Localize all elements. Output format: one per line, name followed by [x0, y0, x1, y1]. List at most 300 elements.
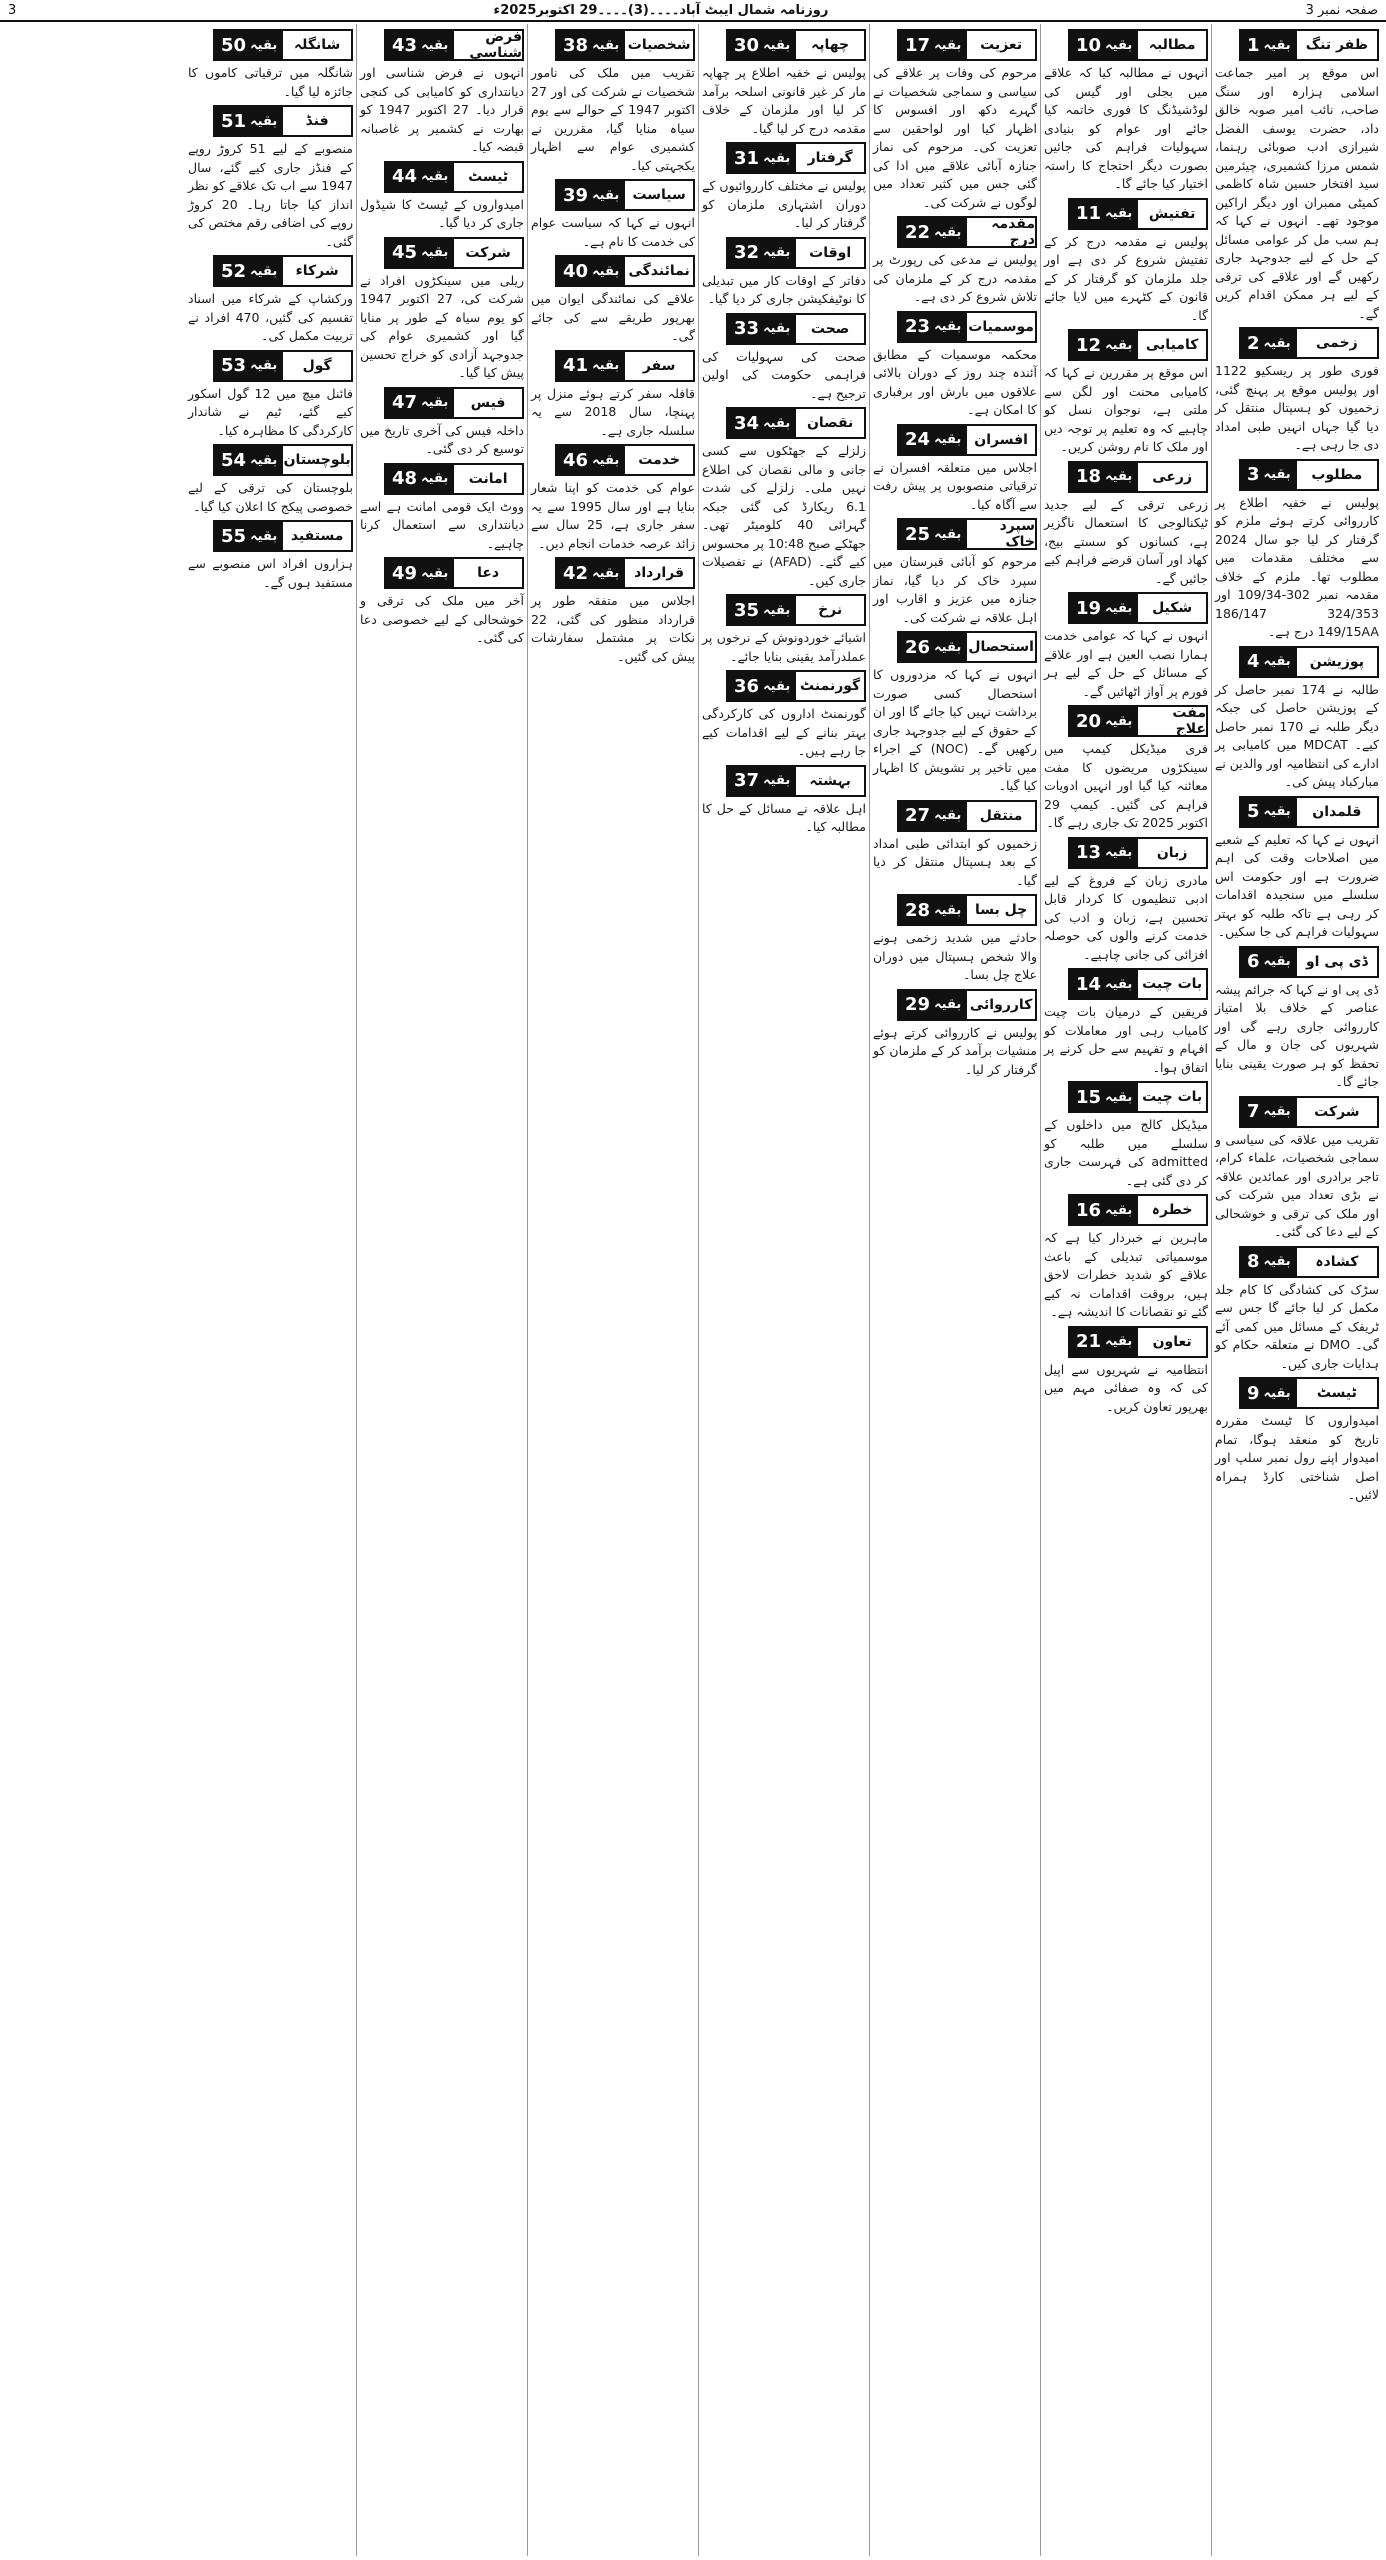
- baqiya-prefix: بقیہ: [763, 602, 791, 618]
- news-block-34: [702, 407, 866, 590]
- baqiya-keyword: مطلوب: [1297, 461, 1377, 489]
- news-block-49: [360, 557, 524, 648]
- baqiya-prefix: بقیہ: [421, 565, 449, 581]
- baqiya-prefix: بقیہ: [592, 565, 620, 581]
- baqiya-label: [726, 142, 866, 174]
- article-text: انہوں نے فرض شناسی اور دیانتداری کو کامیابی کی کنجی قرار دیا۔ 27 اکتوبر 1947 کو بھارت نے کشمیر پر غاصبانہ قبضہ کیا۔: [360, 65, 525, 154]
- article-text: پولیس نے مقدمہ درج کر کے تفتیش شروع کر دی ہے اور جلد ملزمان کو گرفتار کر کے قانون کے کٹہرے میں لایا جائے گا۔: [1044, 233, 1208, 323]
- baqiya-label: [213, 29, 353, 61]
- baqiya-label: [1068, 29, 1208, 61]
- article-text: آخر میں ملک کی ترقی و خوشحالی کے لیے خصوصی دعا کی گئی۔: [360, 593, 524, 645]
- article-text: انہوں نے کہا کہ تعلیم کے شعبے میں اصلاحات وقت کی اہم ضرورت ہے اور حکومت اس سلسلے میں سنجیدہ اقدامات کر رہی ہے تاکہ طلبہ کو بہتر سہولیات فراہم کی جا سکیں۔: [1215, 831, 1379, 939]
- baqiya-number-box: [899, 31, 967, 59]
- news-block-43: [360, 29, 524, 157]
- baqiya-number: 13: [1076, 842, 1102, 863]
- baqiya-prefix: بقیہ: [421, 395, 449, 410]
- article-text: اہل علاقہ نے مسائل کے حل کا مطالبہ کیا۔: [702, 800, 866, 834]
- news-block-18: [1044, 461, 1208, 589]
- baqiya-prefix: بقیہ: [1105, 845, 1133, 860]
- baqiya-number: 28: [905, 899, 931, 921]
- baqiya-keyword: اوقات: [796, 239, 864, 267]
- baqiya-label: [726, 313, 866, 345]
- baqiya-prefix: بقیہ: [763, 321, 791, 336]
- news-block-45: [360, 237, 524, 383]
- baqiya-number: 54: [221, 449, 247, 471]
- news-block-41: [531, 350, 695, 441]
- baqiya-label: [1068, 705, 1208, 737]
- baqiya-number: 35: [734, 599, 760, 621]
- baqiya-number: 32: [734, 242, 760, 263]
- baqiya-label: [1239, 1246, 1379, 1278]
- baqiya-number-box: [386, 163, 454, 191]
- baqiya-number: 8: [1247, 1251, 1260, 1272]
- baqiya-label: [1239, 1377, 1379, 1409]
- baqiya-keyword: منتقل: [967, 802, 1035, 830]
- article-text: امیدواروں کا ٹیسٹ مقررہ تاریخ کو منعقد ہوگا، تمام امیدوار اپنے رول نمبر سلپ اور اصل شناختی کارڈ ہمراہ لائیں۔: [1215, 1413, 1379, 1502]
- baqiya-prefix: بقیہ: [421, 245, 449, 260]
- baqiya-label: [213, 105, 353, 137]
- news-block-36: [702, 670, 866, 761]
- baqiya-keyword: کامیابی: [1138, 331, 1206, 359]
- baqiya-prefix: بقیہ: [1105, 37, 1133, 53]
- news-block-3: [1215, 459, 1379, 642]
- baqiya-prefix: بقیہ: [1105, 337, 1133, 353]
- baqiya-label: [213, 255, 353, 287]
- baqiya-prefix: بقیہ: [1263, 1385, 1291, 1401]
- page-header: [0, 0, 1386, 22]
- baqiya-label: [897, 631, 1037, 663]
- baqiya-number: 2: [1247, 332, 1260, 354]
- baqiya-number-box: [557, 181, 625, 209]
- news-block-54: [188, 444, 353, 516]
- news-block-19: [1044, 592, 1208, 701]
- baqiya-number-box: [1241, 31, 1297, 59]
- news-block-24: [873, 424, 1037, 515]
- baqiya-number: 4: [1247, 651, 1260, 672]
- baqiya-keyword: شرکاء: [283, 257, 351, 285]
- news-block-10: [1044, 29, 1208, 194]
- baqiya-label: [1239, 646, 1379, 678]
- baqiya-number: 22: [905, 221, 931, 243]
- baqiya-number-box: [899, 633, 967, 661]
- news-block-52: [188, 255, 353, 346]
- baqiya-label: [1068, 592, 1208, 624]
- article-text: پولیس نے کارروائی کرتے ہوئے منشیات برآمد کر کے ملزمان کو گرفتار کر لیا۔: [873, 1024, 1037, 1077]
- baqiya-number: 11: [1076, 203, 1102, 224]
- news-block-51: [188, 105, 353, 251]
- baqiya-number: 41: [563, 355, 589, 376]
- baqiya-number: 29: [905, 994, 931, 1015]
- baqiya-prefix: بقیہ: [250, 528, 278, 544]
- baqiya-label: [213, 350, 353, 382]
- baqiya-number-box: [215, 352, 283, 380]
- baqiya-keyword: امانت: [454, 465, 522, 493]
- baqiya-number: 42: [563, 562, 589, 584]
- baqiya-keyword: صحت: [796, 315, 864, 343]
- baqiya-keyword: گرفتار: [796, 144, 864, 172]
- baqiya-number-box: [1241, 461, 1297, 489]
- baqiya-number-box: [1241, 1248, 1297, 1276]
- baqiya-keyword: کارروائی: [967, 991, 1035, 1019]
- baqiya-keyword: مستفید: [283, 522, 351, 550]
- article-text: قافلہ سفر کرتے ہوئے منزل پر پہنچا، سال 2018 سے یہ سلسلہ جاری ہے۔: [531, 385, 695, 438]
- baqiya-label: [1068, 329, 1208, 361]
- news-block-31: [702, 142, 866, 233]
- news-block-32: [702, 237, 866, 309]
- baqiya-keyword: فرض شناسی: [454, 31, 522, 59]
- baqiya-label: [726, 29, 866, 61]
- baqiya-label: [1068, 1326, 1208, 1358]
- baqiya-keyword: چھاپہ: [796, 31, 864, 59]
- column-6: [356, 24, 527, 2556]
- baqiya-number-box: [386, 465, 454, 493]
- baqiya-label: [555, 29, 695, 61]
- baqiya-prefix: بقیہ: [1105, 600, 1133, 616]
- article-text: انہوں نے کہا کہ سیاست عوام کی خدمت کا نام ہے۔: [531, 215, 695, 249]
- baqiya-prefix: بقیہ: [1105, 1334, 1133, 1349]
- baqiya-keyword: فیس: [454, 389, 522, 417]
- baqiya-keyword: قرارداد: [625, 559, 693, 587]
- baqiya-number: 43: [392, 34, 418, 56]
- baqiya-label: [1068, 1081, 1208, 1113]
- baqiya-number-box: [215, 446, 283, 474]
- baqiya-number: 6: [1247, 951, 1260, 972]
- baqiya-label: [1068, 968, 1208, 1000]
- baqiya-prefix: بقیہ: [250, 113, 278, 129]
- news-block-37: [702, 765, 866, 837]
- news-block-4: [1215, 646, 1379, 792]
- column-7: [185, 24, 356, 2556]
- baqiya-number: 36: [734, 675, 760, 697]
- baqiya-number: 20: [1076, 710, 1102, 732]
- baqiya-label: [1239, 796, 1379, 828]
- article-text: مرحوم کی وفات پر علاقے کی سیاسی و سماجی شخصیات نے گہرے دکھ اور افسوس کا اظہار کیا اور لواحقین سے تعزیت کی۔ مرحوم کی نماز جنازہ آبائی علاقے میں ادا کی گئی جس میں کثیر تعداد میں لوگوں نے شرکت کی۔: [873, 65, 1037, 210]
- baqiya-number-box: [386, 559, 454, 587]
- baqiya-prefix: بقیہ: [763, 415, 791, 431]
- news-block-14: [1044, 968, 1208, 1077]
- news-block-46: [531, 444, 695, 553]
- baqiya-keyword: سیاست: [625, 181, 693, 209]
- baqiya-number: 38: [563, 34, 589, 56]
- article-text: پولیس نے خفیہ اطلاع پر چھاپہ مار کر غیر قانونی اسلحہ برآمد کر لیا اور ملزمان کے خلاف مقدمہ درج کر لیا گیا۔: [702, 65, 866, 136]
- news-block-44: [360, 161, 524, 233]
- news-block-12: [1044, 329, 1208, 457]
- article-text: عوام کی خدمت کو اپنا شعار بنایا ہے اور سال 1995 سے یہ سفر جاری ہے، 25 سال سے زائد عرصہ خدمات انجام دیں۔: [531, 480, 696, 551]
- news-block-17: [873, 29, 1037, 212]
- baqiya-keyword: خدمت: [625, 446, 693, 474]
- baqiya-prefix: بقیہ: [1105, 469, 1133, 484]
- baqiya-number: 26: [905, 636, 931, 658]
- baqiya-number-box: [899, 426, 967, 454]
- baqiya-label: [555, 179, 695, 211]
- baqiya-prefix: بقیہ: [1263, 37, 1291, 53]
- baqiya-label: [384, 161, 524, 193]
- baqiya-number-box: [1241, 648, 1297, 676]
- baqiya-number-box: [1070, 463, 1138, 491]
- article-text: فائنل میچ میں 12 گول اسکور کیے گئے، ٹیم نے شاندار کارکردگی کا مظاہرہ کیا۔: [188, 385, 353, 438]
- baqiya-keyword: شرکت: [454, 239, 522, 267]
- article-text: انہوں نے مطالبہ کیا کہ علاقے میں بجلی اور گیس کی لوڈشیڈنگ کا فوری خاتمہ کیا جائے اور عوام کو بنیادی سہولیات فراہم کی جائیں بصورت دیگر احتجاج کا راستہ اختیار کیا جائے گا۔: [1044, 65, 1208, 191]
- article-text: اجلاس میں متعلقہ افسران نے ترقیاتی منصوبوں پر پیش رفت سے آگاہ کیا۔: [873, 459, 1037, 512]
- baqiya-number-box: [728, 409, 796, 437]
- baqiya-number: 27: [905, 805, 931, 826]
- baqiya-label: [384, 237, 524, 269]
- baqiya-keyword: زبان: [1138, 839, 1206, 867]
- column-2: [1040, 24, 1211, 2556]
- baqiya-number-box: [215, 31, 283, 59]
- baqiya-keyword: زرعی: [1138, 463, 1206, 491]
- baqiya-number-box: [215, 107, 283, 135]
- baqiya-keyword: دعا: [454, 559, 522, 587]
- baqiya-number: 9: [1247, 1382, 1260, 1404]
- baqiya-label: [1068, 1194, 1208, 1226]
- baqiya-number-box: [215, 257, 283, 285]
- article-text: ورکشاپ کے شرکاء میں اسناد تقسیم کی گئیں، 470 افراد نے تربیت مکمل کی۔: [188, 291, 353, 343]
- article-text: تقریب میں علاقہ کی سیاسی و سماجی شخصیات، علماء کرام، تاجر برادری اور عمائدین علاقہ نے بڑی تعداد میں شرکت کی اور ملک کی ترقی و خوشحالی کے لیے دعا کی گئی۔: [1215, 1131, 1379, 1239]
- baqiya-number-box: [899, 218, 967, 246]
- baqiya-label: [1068, 837, 1208, 869]
- news-block-2: [1215, 327, 1379, 455]
- baqiya-number: 3: [1247, 464, 1260, 485]
- baqiya-keyword: نمائندگی: [625, 257, 693, 285]
- news-block-20: [1044, 705, 1208, 833]
- baqiya-prefix: بقیہ: [763, 37, 791, 53]
- baqiya-number: 31: [734, 147, 760, 169]
- news-block-1: [1215, 29, 1379, 323]
- baqiya-label: [897, 518, 1037, 550]
- news-block-30: [702, 29, 866, 138]
- news-block-23: [873, 311, 1037, 420]
- baqiya-prefix: بقیہ: [1105, 1202, 1133, 1218]
- baqiya-prefix: بقیہ: [1105, 206, 1133, 221]
- baqiya-keyword: گورنمنٹ: [796, 672, 864, 700]
- baqiya-label: [1239, 1096, 1379, 1128]
- baqiya-number-box: [1241, 1379, 1297, 1407]
- baqiya-number-box: [899, 802, 967, 830]
- baqiya-keyword: استحصال: [967, 633, 1035, 661]
- news-block-40: [531, 255, 695, 346]
- article-text: ماہرین نے خبردار کیا ہے کہ موسمیاتی تبدیلی کے باعث علاقے کو شدید خطرات لاحق ہیں، بروقت اقدامات نہ کیے گئے تو نقصانات کا اندیشہ ہے۔: [1044, 1230, 1208, 1319]
- baqiya-label: [897, 989, 1037, 1021]
- article-text: اجلاس میں متفقہ طور پر قرارداد منظور کی گئی، 22 نکات پر مشتمل سفارشات پیش کی گئیں۔: [531, 593, 695, 664]
- baqiya-number-box: [899, 991, 967, 1019]
- baqiya-keyword: بہشتہ: [796, 767, 864, 795]
- article-text: زرعی ترقی کے لیے جدید ٹیکنالوجی کا استعمال ناگزیر ہے، کسانوں کو سستے بیج، کھاد اور آسان قرضے فراہم کیے جائیں گے۔: [1044, 496, 1208, 586]
- baqiya-prefix: بقیہ: [763, 773, 791, 788]
- article-text: میڈیکل کالج میں داخلوں کے سلسلے میں طلبہ کو admitted کی فہرست جاری کر دی گئی ہے۔: [1044, 1117, 1208, 1188]
- baqiya-number-box: [1241, 798, 1297, 826]
- baqiya-keyword: مطالبہ: [1138, 31, 1206, 59]
- article-text: صحت کی سہولیات کی فراہمی حکومت کی اولین ترجیح ہے۔: [702, 348, 866, 401]
- baqiya-number-box: [1241, 1098, 1297, 1126]
- baqiya-label: [726, 594, 866, 626]
- baqiya-number: 1: [1247, 34, 1260, 56]
- news-block-22: [873, 216, 1037, 307]
- baqiya-prefix: بقیہ: [592, 358, 620, 373]
- baqiya-number-box: [1070, 200, 1138, 228]
- news-block-6: [1215, 946, 1379, 1092]
- baqiya-label: [384, 387, 524, 419]
- news-block-27: [873, 800, 1037, 891]
- news-block-9: [1215, 1377, 1379, 1505]
- baqiya-number-box: [386, 239, 454, 267]
- baqiya-prefix: بقیہ: [592, 187, 620, 203]
- article-text: مرحوم کو آبائی قبرستان میں سپرد خاک کر دیا گیا، نماز جنازہ میں عزیز و اقارب اور اہل علاقہ نے شرکت کی۔: [873, 554, 1037, 625]
- baqiya-number: 12: [1076, 334, 1102, 356]
- article-text: سڑک کی کشادگی کا کام جلد مکمل کر لیا جائے گا جس سے ٹریفک کے مسائل میں کمی آئے گی۔ DMO نے متعلقہ حکام کو ہدایات جاری کیں۔: [1215, 1281, 1379, 1371]
- article-text: تقریب میں ملک کی نامور شخصیات نے شرکت کی اور 27 اکتوبر 1947 کے حوالے سے یوم سیاہ منایا گیا، مقررین نے کشمیری عوام سے اظہار یکجہتی کیا۔: [531, 65, 695, 173]
- baqiya-number-box: [386, 31, 454, 59]
- baqiya-label: [897, 216, 1037, 248]
- baqiya-number-box: [728, 767, 796, 795]
- baqiya-keyword: بلوچستان: [283, 446, 351, 474]
- news-block-15: [1044, 1081, 1208, 1190]
- baqiya-prefix: بقیہ: [1263, 804, 1291, 819]
- baqiya-prefix: بقیہ: [763, 245, 791, 260]
- news-block-47: [360, 387, 524, 459]
- article-text: منصوبے کے لیے 51 کروڑ روپے کے فنڈز جاری کیے گئے، سال 1947 سے اب تک علاقے کو نظر انداز کیا جاتا رہا۔ 20 کروڑ روپے کی اضافی رقم مختص کی گئی۔: [188, 141, 354, 249]
- baqiya-prefix: بقیہ: [934, 639, 962, 655]
- baqiya-prefix: بقیہ: [934, 526, 962, 542]
- baqiya-keyword: شکیل: [1138, 594, 1206, 622]
- baqiya-number: 53: [221, 355, 247, 376]
- baqiya-number-box: [1070, 1196, 1138, 1224]
- baqiya-number: 52: [221, 260, 247, 282]
- article-text: انتظامیہ نے شہریوں سے اپیل کی کہ وہ صفائی مہم میں بھرپور تعاون کریں۔: [1044, 1361, 1208, 1414]
- baqiya-label: [555, 444, 695, 476]
- baqiya-number: 51: [221, 110, 247, 132]
- article-text: گورنمنٹ اداروں کی کارکردگی بہتر بنانے کے لیے اقدامات کیے جا رہے ہیں۔: [702, 706, 866, 758]
- baqiya-number: 30: [734, 34, 760, 56]
- article-text: فوری طور پر ریسکیو 1122 اور پولیس موقع پر پہنچ گئی، زخمیوں کو ہسپتال منتقل کر دیا گیا جہاں انہیں طبی امداد دی جا رہی ہے۔: [1215, 363, 1379, 452]
- baqiya-number: 44: [392, 166, 418, 187]
- baqiya-number-box: [386, 389, 454, 417]
- baqiya-keyword: فنڈ: [283, 107, 351, 135]
- baqiya-number-box: [728, 315, 796, 343]
- news-block-5: [1215, 796, 1379, 942]
- baqiya-number: 14: [1076, 973, 1102, 995]
- baqiya-label: [726, 765, 866, 797]
- baqiya-number-box: [1070, 1083, 1138, 1111]
- baqiya-prefix: بقیہ: [1263, 654, 1291, 669]
- article-text: زلزلے کے جھٹکوں سے کسی جانی و مالی نقصان کی اطلاع نہیں ملی۔ زلزلے کی شدت 6.1 ریکارڈ کی گئی جبکہ گہرائی 40 کلومیٹر تھی۔ جھٹکے صبح 10:48 پر محسوس کیے گئے۔ (AFAD) نے تفصیلات جاری کیں۔: [702, 443, 866, 588]
- baqiya-number: 18: [1076, 466, 1102, 487]
- baqiya-keyword: نرخ: [796, 596, 864, 624]
- baqiya-prefix: بقیہ: [1263, 1254, 1291, 1269]
- baqiya-keyword: شرکت: [1297, 1098, 1377, 1126]
- baqiya-prefix: بقیہ: [592, 37, 620, 53]
- baqiya-label: [555, 350, 695, 382]
- news-block-16: [1044, 1194, 1208, 1322]
- baqiya-label: [1068, 461, 1208, 493]
- baqiya-number: 50: [221, 34, 247, 56]
- baqiya-number: 55: [221, 525, 247, 547]
- baqiya-number-box: [1070, 707, 1138, 735]
- baqiya-number-box: [215, 522, 283, 550]
- article-text: ڈی پی او نے کہا کہ جرائم پیشہ عناصر کے خلاف بلا امتیاز کارروائی جاری رہے گی اور شہریوں کی جان و مال کے تحفظ کو ہر صورت یقینی بنایا جائے گا۔: [1215, 981, 1379, 1089]
- baqiya-number-box: [899, 896, 967, 924]
- article-text: امیدواروں کے ٹیسٹ کا شیڈول جاری کر دیا گیا۔: [360, 196, 524, 230]
- baqiya-keyword: مفت علاج: [1138, 707, 1206, 735]
- baqiya-label: [555, 255, 695, 287]
- news-block-28: [873, 894, 1037, 985]
- baqiya-prefix: بقیہ: [934, 319, 962, 334]
- article-text: پولیس نے خفیہ اطلاع پر کارروائی کرتے ہوئے ملزم کو گرفتار کر لیا جو سال 2024 سے مختلف مقدمات میں مطلوب تھا۔ ملزم کے خلاف مقدمہ نمبر 302-109/34 اور 324/353 186/147 149/15AA درج ہے۔: [1215, 494, 1379, 639]
- baqiya-prefix: بقیہ: [250, 37, 278, 53]
- masthead: روزنامہ شمال ایبٹ آباد۔۔۔۔(3)۔۔۔۔29 اکتوبر2025ء: [493, 2, 829, 18]
- baqiya-prefix: بقیہ: [250, 358, 278, 373]
- article-text: فری میڈیکل کیمپ میں سینکڑوں مریضوں کا مفت معائنہ کیا گیا اور انہیں ادویات فراہم کی گئیں۔ کیمپ 29 اکتوبر 2025 تک جاری رہے گا۔: [1044, 741, 1208, 830]
- baqiya-label: [897, 29, 1037, 61]
- article-text: مادری زبان کے فروغ کے لیے ادبی تنظیموں کا کردار قابل تحسین ہے، زبان و ادب کی خدمت کرنے والوں کی حوصلہ افزائی کی جانی چاہیے۔: [1044, 872, 1208, 962]
- news-block-26: [873, 631, 1037, 796]
- baqiya-prefix: بقیہ: [250, 452, 278, 468]
- news-block-29: [873, 989, 1037, 1080]
- baqiya-keyword: ٹیسٹ: [454, 163, 522, 191]
- baqiya-label: [1239, 946, 1379, 978]
- baqiya-number: 39: [563, 184, 589, 206]
- baqiya-number-box: [1070, 1328, 1138, 1356]
- baqiya-keyword: کشادہ: [1297, 1248, 1377, 1276]
- baqiya-number-box: [728, 672, 796, 700]
- baqiya-number-box: [557, 559, 625, 587]
- article-text: اشیائے خوردونوش کے نرخوں پر عملدرآمد یقینی بنایا جائے۔: [702, 630, 866, 664]
- baqiya-number-box: [557, 446, 625, 474]
- column-5: [527, 24, 698, 2556]
- baqiya-prefix: بقیہ: [592, 263, 620, 279]
- column-3: [869, 24, 1040, 2556]
- news-block-53: [188, 350, 353, 441]
- baqiya-keyword: پوزیشن: [1297, 648, 1377, 676]
- baqiya-number: 5: [1247, 801, 1260, 822]
- baqiya-keyword: سپرد خاک: [967, 520, 1035, 548]
- baqiya-number-box: [1241, 329, 1297, 357]
- baqiya-number: 23: [905, 316, 931, 337]
- baqiya-keyword: ڈی پی او: [1297, 948, 1377, 976]
- baqiya-label: [726, 670, 866, 702]
- baqiya-prefix: بقیہ: [421, 37, 449, 53]
- baqiya-number: 17: [905, 34, 931, 56]
- baqiya-prefix: بقیہ: [421, 471, 449, 486]
- article-text: انہوں نے کہا کہ عوامی خدمت ہمارا نصب العین ہے اور علاقے کے مسائل کے حل کے لیے ہر فورم پر آواز اٹھائیں گے۔: [1044, 628, 1208, 699]
- column-1: [1211, 24, 1382, 2556]
- baqiya-keyword: تفتیش: [1138, 200, 1206, 228]
- baqiya-keyword: نقصان: [796, 409, 864, 437]
- article-text: علاقے کی نمائندگی ایوان میں بھرپور طریقے سے کی جائے گی۔: [531, 291, 695, 343]
- page-number: صفحہ نمبر 3: [1305, 2, 1378, 18]
- baqiya-keyword: چل بسا: [967, 896, 1035, 924]
- baqiya-prefix: بقیہ: [1263, 335, 1291, 351]
- news-block-39: [531, 179, 695, 251]
- baqiya-prefix: بقیہ: [763, 150, 791, 166]
- baqiya-label: [213, 444, 353, 476]
- baqiya-number: 49: [392, 562, 418, 584]
- baqiya-number-box: [1070, 839, 1138, 867]
- baqiya-number: 19: [1076, 597, 1102, 619]
- baqiya-prefix: بقیہ: [1263, 954, 1291, 969]
- news-block-35: [702, 594, 866, 666]
- baqiya-prefix: بقیہ: [250, 263, 278, 279]
- baqiya-label: [1239, 459, 1379, 491]
- baqiya-label: [384, 463, 524, 495]
- baqiya-keyword: شانگلہ: [283, 31, 351, 59]
- article-text: داخلہ فیس کی آخری تاریخ میں توسیع کر دی گئی۔: [360, 422, 524, 456]
- baqiya-label: [555, 557, 695, 589]
- baqiya-number: 48: [392, 468, 418, 489]
- baqiya-prefix: بقیہ: [934, 902, 962, 918]
- baqiya-number-box: [1070, 31, 1138, 59]
- article-text: زخمیوں کو ابتدائی طبی امداد کے بعد ہسپتال منتقل کر دیا گیا۔: [873, 835, 1037, 888]
